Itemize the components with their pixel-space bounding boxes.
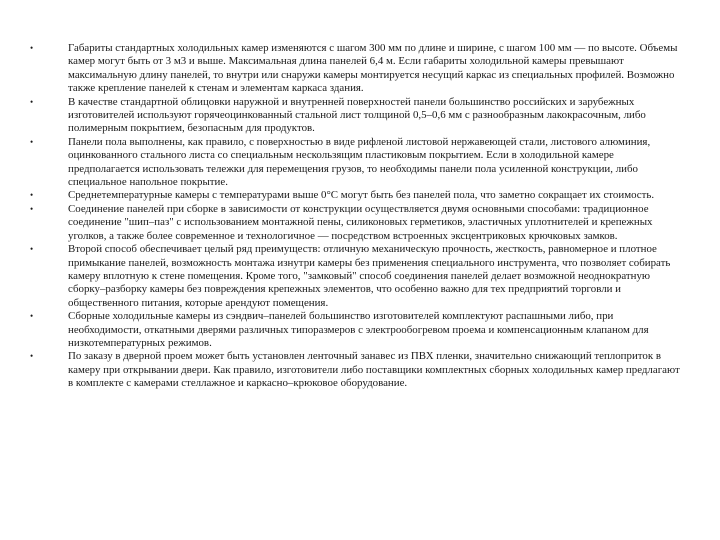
bullet-icon: • [30,203,34,214]
list-item [30,189,680,202]
paragraph-text: В качестве стандартной облицовки наружной и внутренней поверхностей панели большинство российских и зарубежных изготовителей используют горячеоцинкованный стальной лист толщиной 0,5–0,6 мм с разнообразным лакокрасочным, либо полимерным покрытием, безопасным для продуктов. [68,95,646,135]
bullet-icon: • [30,311,34,322]
paragraph-text: Среднетемпературные камеры с температурами выше 0°С могут быть без панелей пола, что заметно сокращает их стоимость. [68,189,655,202]
paragraph-text: Панели пола выполнены, как правило, с поверхностью в виде рифленой листовой нержавеющей стали, листового алюминия, оцинкованного стального листа со специальным нескользящим пластиковым покрытием. Если в холодильной камере предполагается использовать тележки для перемещения грузов, то необходимы панели пола усиленной конструкции, либо специальное напольное покрытие. [68,135,651,189]
list-item [30,42,680,96]
list-item [30,310,680,350]
paragraph-text: По заказу в дверной проем может быть установлен ленточный занавес из ПВХ пленки, значительно снижающий теплоприток в камеру при открывании двери. Как правило, изготовители либо поставщики комплектных сборных холодильных камер предлагают в комплекте с камерами стеллажное и каркасно–крюковое оборудование. [68,350,680,390]
list-item [30,243,680,310]
bullet-icon: • [30,244,34,255]
paragraph-text: Сборные холодильные камеры из сэндвич–панелей большинство изготовителей комплектуют распашными либо, при необходимости, откатными дверями различных типоразмеров с электрообогревом проема и компенсационным клапаном для низкотемпературных режимов. [68,310,649,349]
list-item [30,350,680,390]
paragraph-text: Второй способ обеспечивает целый ряд преимуществ: отличную механическую прочность, жесткость, равномерное и плотное примыкание панелей, возможность монтажа изнутри камеры без применения специального инструмента, что позволяет собирать камеру вплотную к стене помещения. Кроме того, "замковый" способ соединения панелей делает возможной неоднократную сборку–разборку камеры без повреждения крепежных элементов, что особенно важно для тех предприятий торговли и общественного питания, которые арендуют помещения. [68,243,671,309]
list-item [30,136,680,190]
bullet-list [30,42,680,391]
bullet-icon: • [30,136,34,147]
bullet-icon: • [30,190,34,201]
bullet-icon: • [30,43,34,53]
bullet-icon: • [30,351,34,362]
paragraph-text: Соединение панелей при сборке в зависимости от конструкции осуществляется двумя основными способами: традиционное соединение "шип–паз" с использованием монтажной пены, силиконовых герметиков, эластичных уплотнителей и крепежных уголков, а также более современное и технологичное — посредством встроенных эксцентриковых крючковых замков. [68,202,653,242]
paragraph-text: Габариты стандартных холодильных камер изменяются с шагом 300 мм по длине и ширине, с шагом 100 мм — по высоте. Объемы камер могут быть от 3 м3 и выше. Максимальная длина панелей 6,4 м. Если габариты холодильной камеры превышают максимальную длину панелей, то внутри или снаружи камеры монтируется несущий каркас из специальных профилей. Возможно также крепление панелей к стенам и элементам каркаса здания. [68,42,678,95]
bullet-icon: • [30,96,34,107]
list-item [30,96,680,136]
list-item [30,203,680,243]
